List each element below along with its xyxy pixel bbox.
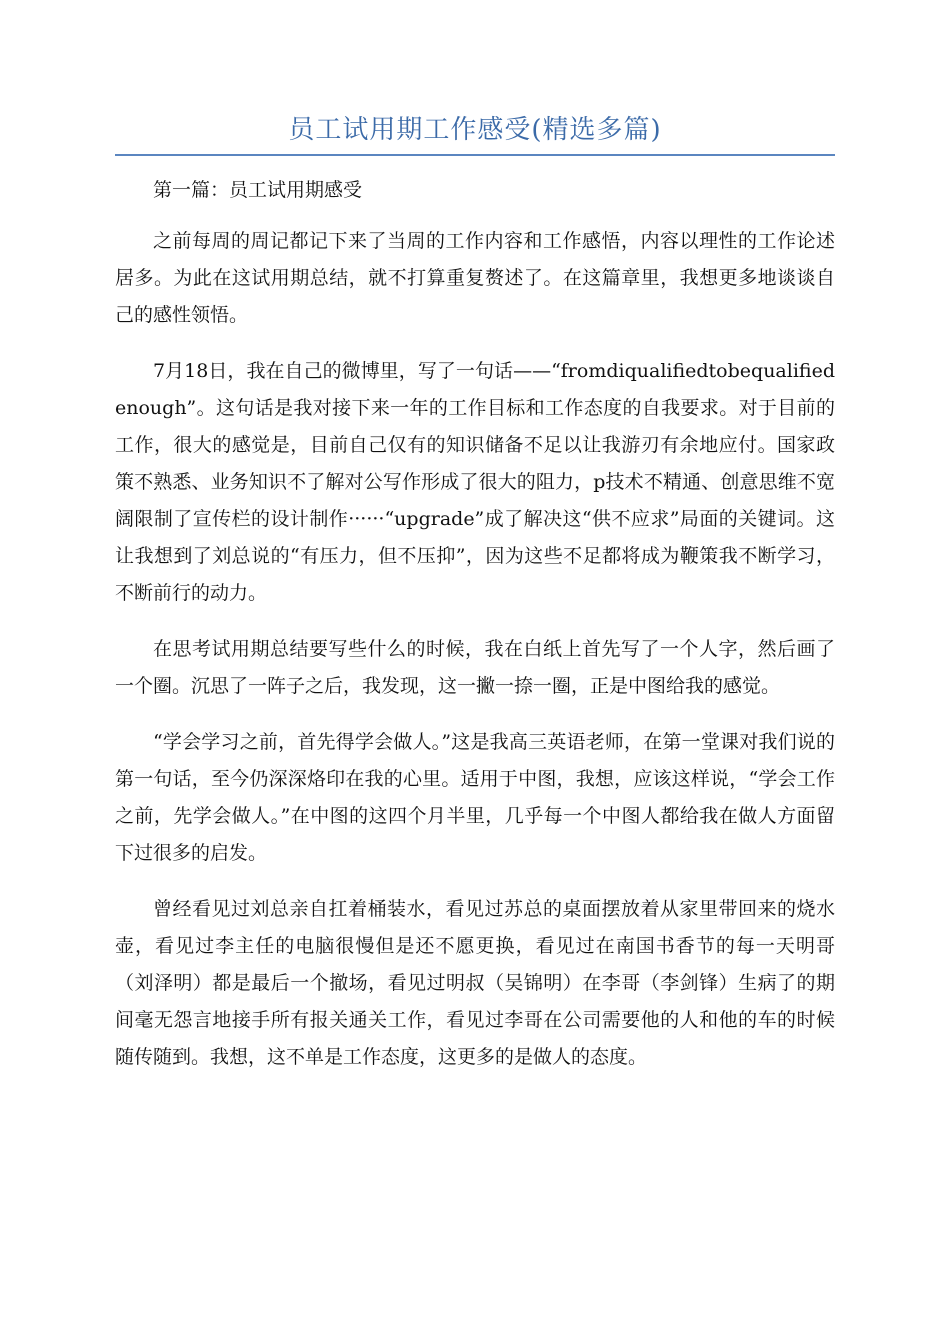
section-heading: 第一篇：员工试用期感受	[153, 179, 363, 201]
title-underline	[115, 154, 835, 156]
document-body	[115, 172, 835, 1095]
paragraph: 7月18日，我在自己的微博里，写了一句话——“fromdiqualifiedtobequalifiedenough”。这句话是我对接下来一年的工作目标和工作态度的自我要求。对于目前的工作，很大的感觉是，目前自己仅有的知识储备不足以让我游刃有余地应付。国家政策不熟悉、业务知识不了解对公写作形成了很大的阻力，p技术不精通、创意思维不宽阔限制了宣传栏的设计制作······“upgrade”成了解决这“供不应求”局面的关键词。这让我想到了刘总说的“有压力，但不压抑”，因为这些不足都将成为鞭策我不断学习，不断前行的动力。	[115, 360, 835, 604]
paragraph: 曾经看见过刘总亲自扛着桶装水，看见过苏总的桌面摆放着从家里带回来的烧水壶，看见过李主任的电脑很慢但是还不愿更换，看见过在南国书香节的每一天明哥（刘泽明）都是最后一个撤场，看见过明叔（吴锦明）在李哥（李剑锋）生病了的期间毫无怨言地接手所有报关通关工作，看见过李哥在公司需要他的人和他的车的时候随传随到。我想，这不单是工作态度，这更多的是做人的态度。	[115, 898, 835, 1068]
document-title: 员工试用期工作感受(精选多篇)	[288, 115, 662, 145]
paragraph: 在思考试用期总结要写些什么的时候，我在白纸上首先写了一个人字，然后画了一个圈。沉思了一阵子之后，我发现，这一撇一捺一圈，正是中图给我的感觉。	[115, 638, 835, 697]
paragraph: “学会学习之前，首先得学会做人。”这是我高三英语老师，在第一堂课对我们说的第一句话，至今仍深深烙印在我的心里。适用于中图，我想，应该这样说，“学会工作之前，先学会做人。”在中图的这四个月半里，几乎每一个中图人都给我在做人方面留下过很多的启发。	[115, 731, 835, 864]
paragraph: 之前每周的周记都记下来了当周的工作内容和工作感悟，内容以理性的工作论述居多。为此在这试用期总结，就不打算重复赘述了。在这篇章里，我想更多地谈谈自己的感性领悟。	[115, 230, 835, 326]
